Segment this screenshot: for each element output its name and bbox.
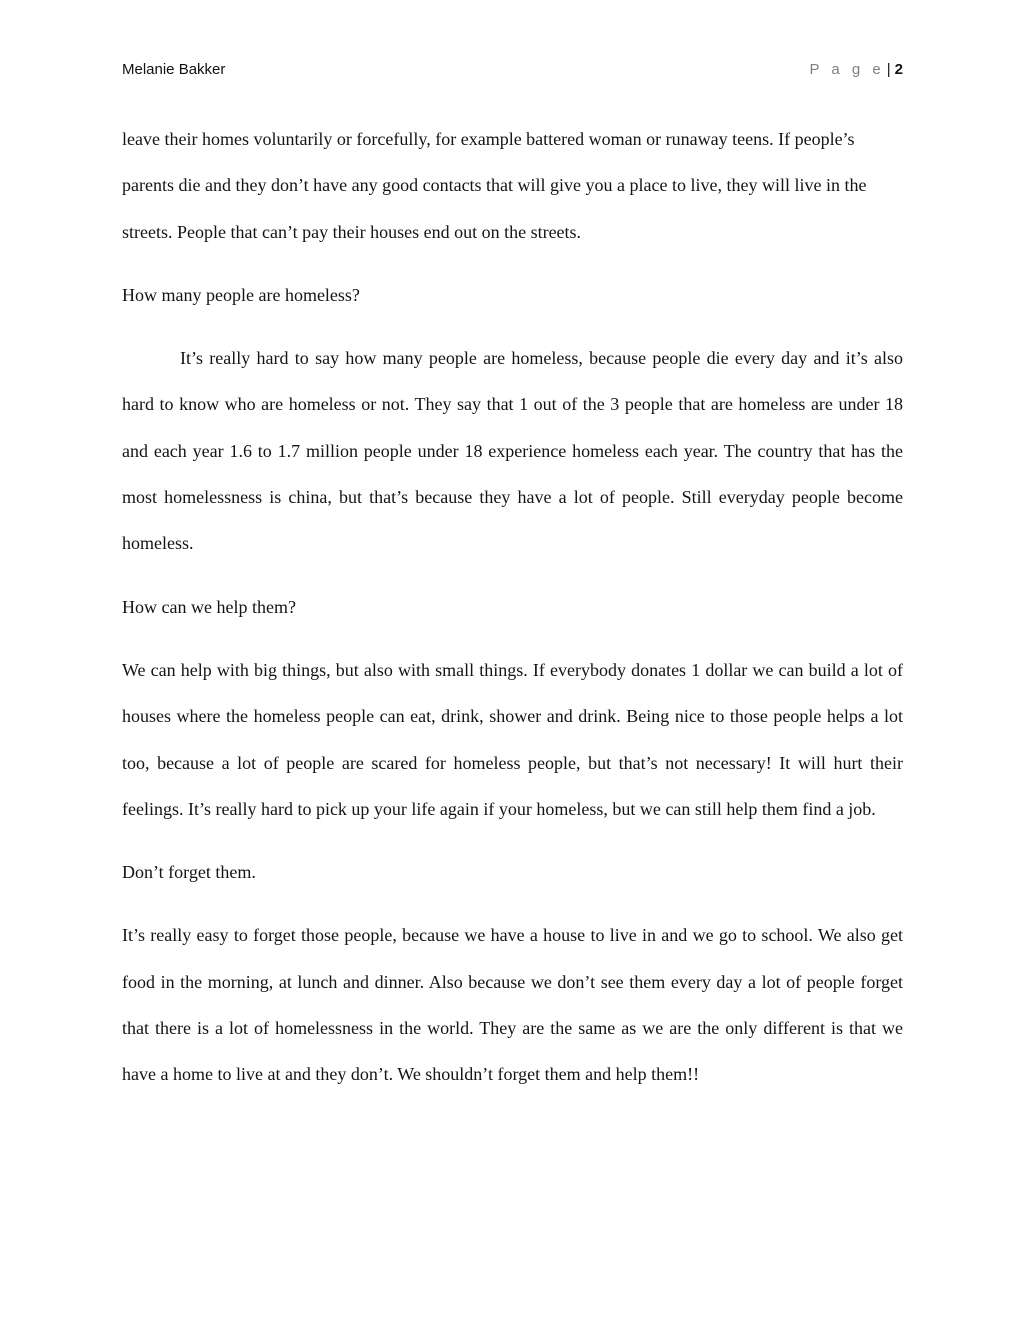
section-heading-how-many: How many people are homeless? xyxy=(122,284,360,305)
paragraph-dont-forget: It’s really easy to forget those people, because we have a house to live in and we go to school. We also get food in the morning, at lunch and dinner. Also because we don’t see them every day a lot of people forget that there is a lot of homelessness in the world. They are the same as we are the only different is that we have a home to live at and they don’t. We shouldn’t forget them and help them!! xyxy=(122,925,903,1085)
page-number: 2 xyxy=(894,61,903,78)
section-heading-dont-forget: Don’t forget them. xyxy=(122,862,256,883)
document-body xyxy=(122,116,903,1098)
paragraph-how-many: It’s really hard to say how many people are homeless, because people die every day and it’s also hard to know who are homeless or not. They say that 1 out of the 3 people that are homeless are under 18 and each year 1.6 to 1.7 million people under 18 experience homeless each year. The country that has the most homelessness is china, but that’s because they have a lot of people. Still everyday people become homeless. xyxy=(122,348,903,554)
page-header xyxy=(122,61,903,85)
paragraph-continuation: leave their homes voluntarily or forcefully, for example battered woman or runaway teens. If people’s parents die and they don’t have any good contacts that will give you a place to live, they will live in the streets. People that can’t pay their houses end out on the streets. xyxy=(122,129,867,242)
page-separator: | xyxy=(886,61,891,78)
page-label: P a g e xyxy=(809,61,885,78)
section-heading-how-help: How can we help them? xyxy=(122,596,296,617)
header-page-indicator xyxy=(809,61,903,78)
paragraph-how-help: We can help with big things, but also with small things. If everybody donates 1 dollar we can build a lot of houses where the homeless people can eat, drink, shower and drink. Being nice to those people helps a lot too, because a lot of people are scared for homeless people, but that’s not necessary! It will hurt their feelings. It’s really hard to pick up your life again if your homeless, but we can still help them find a job. xyxy=(122,659,903,819)
header-author: Melanie Bakker xyxy=(122,61,226,78)
